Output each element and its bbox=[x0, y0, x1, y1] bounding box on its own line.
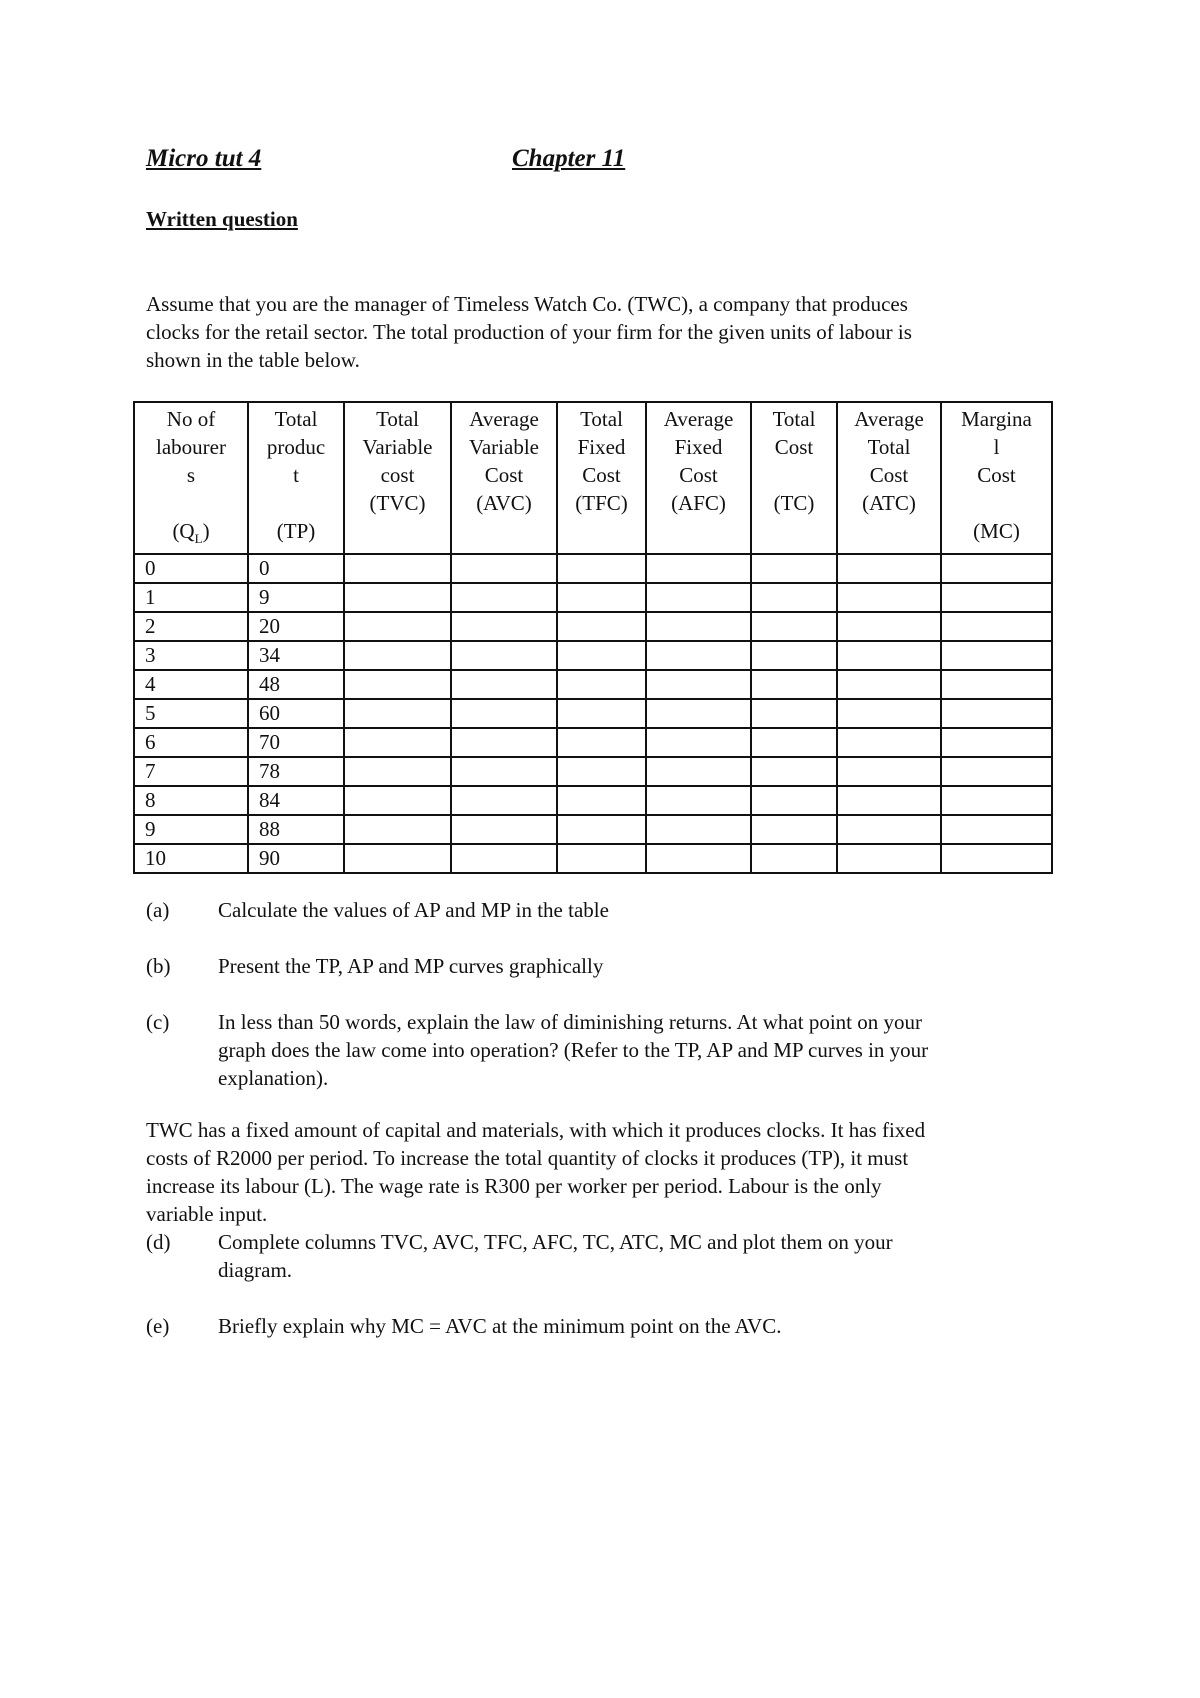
table-cell-blank bbox=[751, 728, 837, 757]
table-cell-blank bbox=[451, 815, 557, 844]
table-cell-blank bbox=[646, 554, 751, 583]
column-header-line bbox=[942, 489, 1051, 517]
table-row bbox=[134, 815, 1052, 844]
table-cell: 1 bbox=[134, 583, 248, 612]
context-paragraph bbox=[146, 1116, 1086, 1228]
table-cell: 2 bbox=[134, 612, 248, 641]
paragraph-line: increase its labour (L). The wage rate is R300 per worker per period. Labour is the only bbox=[146, 1174, 882, 1198]
column-header-line: $(Q_L)$ bbox=[172, 519, 210, 547]
column-header-line: Average bbox=[469, 407, 539, 431]
table-cell-blank bbox=[646, 670, 751, 699]
table-cell-blank bbox=[451, 786, 557, 815]
table-cell-blank bbox=[941, 670, 1052, 699]
column-header-line: labourer bbox=[156, 435, 226, 459]
table-row bbox=[134, 612, 1052, 641]
column-header-line: Average bbox=[854, 407, 924, 431]
intro-line: clocks for the retail sector. The total production of your firm for the given units of labour is bbox=[146, 320, 912, 344]
column-header-line: (TVC) bbox=[369, 491, 426, 515]
column-header-line bbox=[345, 517, 450, 545]
subscript: L bbox=[194, 531, 203, 547]
table-cell-blank bbox=[837, 757, 941, 786]
table-cell-blank bbox=[941, 554, 1052, 583]
intro-paragraph bbox=[146, 290, 1066, 374]
table-cell: 8 bbox=[134, 786, 248, 815]
column-header-line: (AFC) bbox=[671, 491, 726, 515]
table-cell-blank bbox=[344, 554, 451, 583]
column-header-line: Total bbox=[867, 435, 911, 459]
column-header-line: Total bbox=[376, 407, 419, 431]
table-cell: 20 bbox=[248, 612, 344, 641]
table-row bbox=[134, 554, 1052, 583]
table-row bbox=[134, 583, 1052, 612]
table-cell: 90 bbox=[248, 844, 344, 873]
table-row bbox=[134, 641, 1052, 670]
table-cell-blank bbox=[751, 583, 837, 612]
question-label: (d) bbox=[146, 1230, 171, 1254]
table-cell-blank bbox=[837, 728, 941, 757]
table-cell-blank bbox=[557, 844, 646, 873]
table-cell: 9 bbox=[248, 583, 344, 612]
table-cell: 0 bbox=[134, 554, 248, 583]
column-header-no-of-labourers bbox=[134, 402, 248, 554]
table-row bbox=[134, 728, 1052, 757]
table-cell-blank bbox=[557, 670, 646, 699]
table-cell-blank bbox=[557, 554, 646, 583]
table-cell-blank bbox=[751, 786, 837, 815]
intro-line: Assume that you are the manager of Timeless Watch Co. (TWC), a company that produces bbox=[146, 292, 908, 316]
table-cell: 4 bbox=[134, 670, 248, 699]
cost-table bbox=[133, 401, 1053, 874]
column-header-line: Average bbox=[663, 407, 734, 431]
table-cell-blank bbox=[344, 757, 451, 786]
question-text: Complete columns TVC, AVC, TFC, AFC, TC, ATC, MC and plot them on your bbox=[218, 1230, 893, 1254]
table-cell: 0 bbox=[248, 554, 344, 583]
table-cell: 5 bbox=[134, 699, 248, 728]
table-cell-blank bbox=[451, 641, 557, 670]
question-text: Calculate the values of AP and MP in the table bbox=[218, 898, 609, 922]
paragraph-line: variable input. bbox=[146, 1202, 268, 1226]
table-cell: 84 bbox=[248, 786, 344, 815]
column-header-line: produc bbox=[266, 435, 326, 459]
column-header-total-fixed-cost bbox=[557, 402, 646, 554]
column-header-line: Cost bbox=[869, 463, 909, 487]
table-cell-blank bbox=[941, 815, 1052, 844]
question-label: (a) bbox=[146, 898, 170, 922]
column-header-line: l bbox=[993, 435, 1000, 459]
table-cell-blank bbox=[751, 757, 837, 786]
column-header-line: Cost bbox=[977, 463, 1016, 487]
table-cell-blank bbox=[557, 786, 646, 815]
column-header-line bbox=[558, 517, 645, 545]
table-cell-blank bbox=[557, 612, 646, 641]
table-cell-blank bbox=[557, 757, 646, 786]
table-cell-blank bbox=[751, 844, 837, 873]
question-label: (c) bbox=[146, 1010, 170, 1034]
column-header-line: Cost bbox=[774, 435, 814, 459]
table-cell-blank bbox=[941, 699, 1052, 728]
table-cell-blank bbox=[344, 728, 451, 757]
table-cell: 70 bbox=[248, 728, 344, 757]
table-cell-blank bbox=[751, 554, 837, 583]
intro-line: shown in the table below. bbox=[146, 348, 360, 372]
column-header-line bbox=[452, 517, 556, 545]
table-cell-blank bbox=[751, 670, 837, 699]
column-header-total-product bbox=[248, 402, 344, 554]
table-cell-blank bbox=[941, 844, 1052, 873]
question-text: Briefly explain why MC = AVC at the minimum point on the AVC. bbox=[218, 1314, 782, 1338]
column-header-line bbox=[647, 517, 750, 545]
column-header-line: Total bbox=[274, 407, 318, 431]
table-cell-blank bbox=[837, 670, 941, 699]
column-header-line: Variable bbox=[362, 435, 433, 459]
question-text: In less than 50 words, explain the law of diminishing returns. At what point on your bbox=[218, 1010, 922, 1034]
table-cell-blank bbox=[837, 583, 941, 612]
table-cell-blank bbox=[451, 554, 557, 583]
document-title: Micro tut 4 bbox=[146, 145, 262, 172]
paragraph-line: costs of R2000 per period. To increase the total quantity of clocks it produces (TP), it must bbox=[146, 1146, 909, 1170]
table-cell-blank bbox=[451, 612, 557, 641]
table-cell-blank bbox=[751, 612, 837, 641]
table-cell-blank bbox=[646, 844, 751, 873]
table-cell: 10 bbox=[134, 844, 248, 873]
table-cell-blank bbox=[344, 815, 451, 844]
table-cell-blank bbox=[646, 786, 751, 815]
column-header-line: (AVC) bbox=[476, 491, 532, 515]
column-header-marginal-cost bbox=[941, 402, 1052, 554]
table-cell-blank bbox=[344, 670, 451, 699]
question-label: (e) bbox=[146, 1314, 170, 1338]
table-header-row bbox=[134, 402, 1052, 554]
question-text: diagram. bbox=[218, 1258, 293, 1282]
table-cell-blank bbox=[941, 757, 1052, 786]
table-cell-blank bbox=[344, 583, 451, 612]
table-cell: 7 bbox=[134, 757, 248, 786]
table-cell-blank bbox=[451, 583, 557, 612]
column-header-line: s bbox=[186, 463, 196, 487]
table-cell-blank bbox=[451, 844, 557, 873]
table-cell-blank bbox=[646, 728, 751, 757]
table-cell-blank bbox=[837, 815, 941, 844]
table-cell-blank bbox=[751, 641, 837, 670]
table-cell-blank bbox=[344, 699, 451, 728]
table-cell-blank bbox=[646, 641, 751, 670]
table-cell-blank bbox=[557, 641, 646, 670]
table-cell-blank bbox=[751, 699, 837, 728]
table-row bbox=[134, 670, 1052, 699]
column-header-line: Variable bbox=[469, 435, 539, 459]
table-cell: 78 bbox=[248, 757, 344, 786]
table-cell-blank bbox=[941, 583, 1052, 612]
table-cell-blank bbox=[751, 815, 837, 844]
column-header-line: Cost bbox=[484, 463, 524, 487]
column-header-total-variable-cost bbox=[344, 402, 451, 554]
table-cell: 9 bbox=[134, 815, 248, 844]
column-header-line: Fixed bbox=[577, 435, 626, 459]
column-header-line: (ATC) bbox=[862, 491, 916, 515]
table-cell-blank bbox=[557, 583, 646, 612]
table-cell-blank bbox=[451, 757, 557, 786]
section-heading: Written question bbox=[146, 207, 298, 231]
table-cell-blank bbox=[646, 699, 751, 728]
table-cell-blank bbox=[344, 844, 451, 873]
column-header-line: t bbox=[293, 463, 299, 487]
column-header-total-cost bbox=[751, 402, 837, 554]
question-label: (b) bbox=[146, 954, 171, 978]
table-cell-blank bbox=[646, 612, 751, 641]
column-header-line: (TFC) bbox=[575, 491, 628, 515]
column-header-line: (TC) bbox=[773, 491, 815, 515]
table-cell-blank bbox=[344, 786, 451, 815]
table-cell-blank bbox=[941, 728, 1052, 757]
table-row bbox=[134, 699, 1052, 728]
column-header-average-fixed-cost bbox=[646, 402, 751, 554]
table-cell: 6 bbox=[134, 728, 248, 757]
column-header-line bbox=[838, 517, 940, 545]
table-cell-blank bbox=[941, 641, 1052, 670]
table-row bbox=[134, 786, 1052, 815]
table-cell-blank bbox=[837, 554, 941, 583]
table-cell-blank bbox=[451, 699, 557, 728]
table-cell: 60 bbox=[248, 699, 344, 728]
table-cell-blank bbox=[557, 728, 646, 757]
paragraph-line: TWC has a fixed amount of capital and materials, with which it produces clocks. It has fixed bbox=[146, 1118, 926, 1142]
question-text: graph does the law come into operation? (Refer to the TP, AP and MP curves in your bbox=[218, 1038, 929, 1062]
column-header-line: (MC) bbox=[973, 519, 1020, 543]
table-cell-blank bbox=[344, 641, 451, 670]
column-header-line: (TP) bbox=[276, 519, 316, 543]
table-cell-blank bbox=[451, 728, 557, 757]
table-cell-blank bbox=[837, 699, 941, 728]
question-text: Present the TP, AP and MP curves graphically bbox=[218, 954, 604, 978]
table-cell: 88 bbox=[248, 815, 344, 844]
column-header-average-variable-cost bbox=[451, 402, 557, 554]
table-cell-blank bbox=[837, 786, 941, 815]
table-cell: 34 bbox=[248, 641, 344, 670]
table-row bbox=[134, 844, 1052, 873]
column-header-line: Fixed bbox=[674, 435, 723, 459]
table-cell: 3 bbox=[134, 641, 248, 670]
table-cell-blank bbox=[837, 844, 941, 873]
table-cell-blank bbox=[557, 699, 646, 728]
table-cell-blank bbox=[344, 612, 451, 641]
column-header-line: cost bbox=[380, 463, 415, 487]
table-cell-blank bbox=[941, 612, 1052, 641]
column-header-line bbox=[752, 517, 836, 545]
column-header-line: Cost bbox=[582, 463, 621, 487]
column-header-line: Total bbox=[772, 407, 816, 431]
table-cell-blank bbox=[646, 583, 751, 612]
table-cell-blank bbox=[941, 786, 1052, 815]
table-cell-blank bbox=[837, 612, 941, 641]
table-cell-blank bbox=[451, 670, 557, 699]
column-header-line bbox=[752, 461, 836, 489]
chapter-title: Chapter 11 bbox=[512, 145, 626, 172]
table-cell: 48 bbox=[248, 670, 344, 699]
table-row bbox=[134, 757, 1052, 786]
question-text: explanation). bbox=[218, 1066, 329, 1090]
column-header-line: Total bbox=[580, 407, 623, 431]
column-header-line: No of bbox=[166, 407, 216, 431]
column-header-line: Margina bbox=[961, 407, 1032, 431]
table-cell-blank bbox=[837, 641, 941, 670]
table-cell-blank bbox=[557, 815, 646, 844]
table-cell-blank bbox=[646, 815, 751, 844]
column-header-line bbox=[135, 489, 247, 517]
column-header-line bbox=[249, 489, 343, 517]
table-cell-blank bbox=[646, 757, 751, 786]
column-header-line: Cost bbox=[679, 463, 718, 487]
column-header-average-total-cost bbox=[837, 402, 941, 554]
